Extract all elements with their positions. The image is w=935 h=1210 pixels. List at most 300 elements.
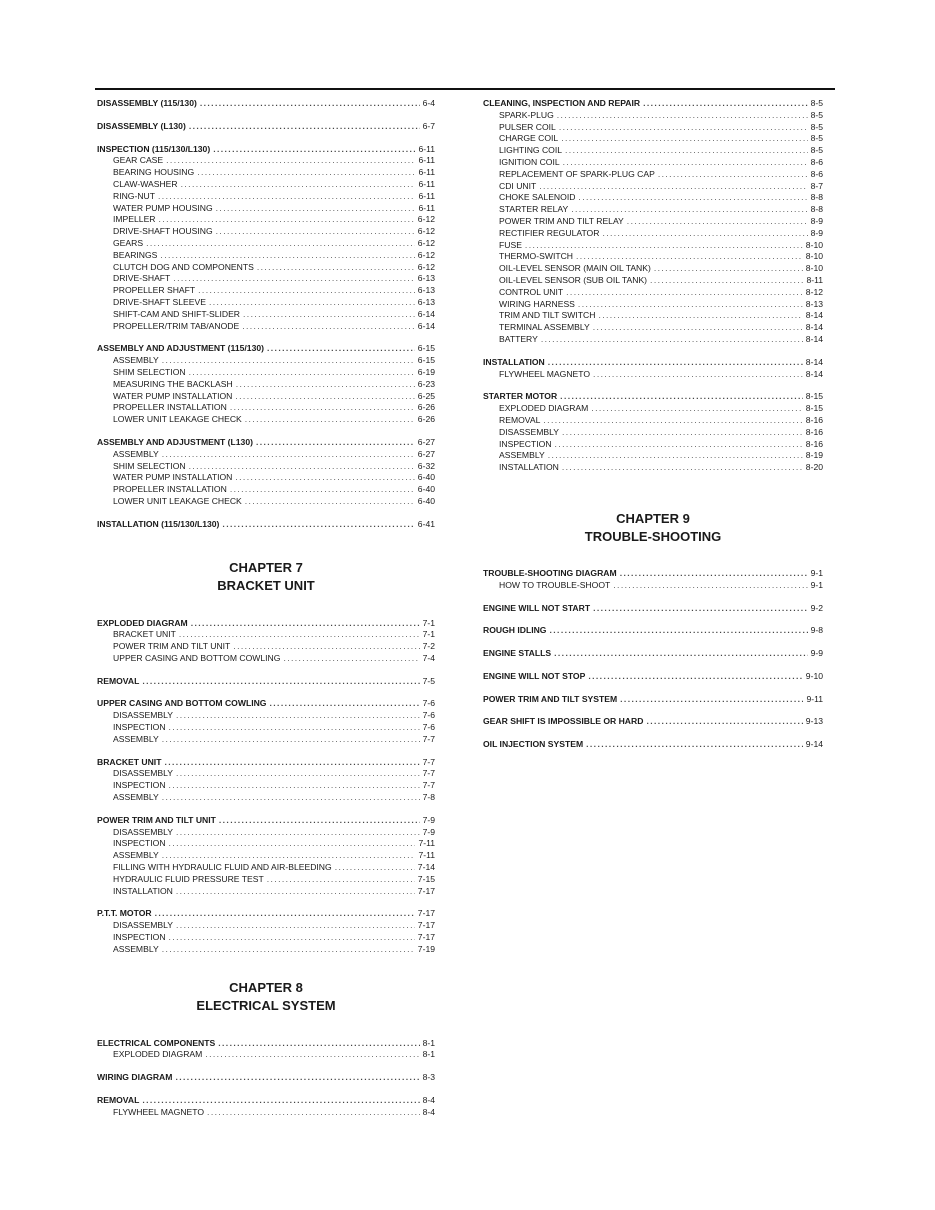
entry-title: DRIVE-SHAFT SLEEVE	[113, 296, 206, 307]
toc-group	[483, 694, 823, 706]
toc-group	[483, 671, 823, 683]
dot-leader	[175, 1072, 419, 1084]
dot-leader	[257, 262, 415, 274]
dot-leader	[560, 391, 803, 403]
page-number: 6-40	[417, 495, 435, 506]
dot-leader	[243, 309, 415, 321]
toc-group	[97, 815, 435, 898]
toc-entry	[483, 739, 823, 751]
toc-group	[97, 1072, 435, 1084]
dot-leader	[189, 461, 415, 473]
entry-title: CONTROL UNIT	[499, 286, 564, 297]
page-number: 8-19	[805, 450, 823, 461]
toc-subentry	[97, 1107, 435, 1119]
toc-subentry	[97, 461, 435, 473]
page-number: 7-2	[422, 641, 435, 652]
toc-section	[97, 1038, 435, 1119]
toc-section	[97, 98, 435, 531]
dot-leader	[578, 299, 803, 311]
toc-subentry	[483, 439, 823, 451]
toc-subentry	[97, 238, 435, 250]
entry-title: WATER PUMP HOUSING	[113, 202, 213, 213]
chapter-7-heading	[97, 559, 435, 595]
entry-title: WATER PUMP INSTALLATION	[113, 472, 233, 483]
dot-leader	[218, 1038, 419, 1050]
toc-subentry	[483, 133, 823, 145]
toc-entry	[97, 1038, 435, 1050]
toc-subentry	[483, 403, 823, 415]
chapter-title: ELECTRICAL SYSTEM	[196, 997, 336, 1013]
page-number: 8-7	[810, 180, 823, 191]
toc-group	[97, 98, 435, 110]
toc-subentry	[97, 850, 435, 862]
entry-title: INSPECTION	[113, 780, 166, 791]
entry-title: DISASSEMBLY (115/130)	[97, 98, 197, 108]
entry-title: ASSEMBLY AND ADJUSTMENT (L130)	[97, 436, 253, 447]
entry-title: LOWER UNIT LEAKAGE CHECK	[113, 414, 242, 425]
entry-title: REMOVAL	[499, 414, 541, 425]
page-number: 6-41	[417, 518, 435, 529]
dot-leader	[230, 402, 415, 414]
entry-title: ROUGH IDLING	[483, 625, 547, 636]
dot-leader	[267, 874, 415, 886]
dot-leader	[235, 472, 414, 484]
entry-title: DRIVE-SHAFT HOUSING	[113, 226, 213, 237]
toc-group	[97, 519, 435, 531]
dot-leader	[219, 815, 420, 827]
entry-title: PULSER COIL	[499, 121, 556, 132]
toc-entry	[97, 519, 435, 531]
page-number: 6-15	[417, 343, 435, 354]
toc-entry	[97, 144, 435, 156]
toc-subentry	[97, 414, 435, 426]
page-number: 7-14	[417, 862, 435, 873]
dot-leader	[205, 1049, 419, 1061]
entry-title: INSTALLATION (115/130/L130)	[97, 518, 220, 529]
entry-title: REMOVAL	[97, 675, 140, 686]
page-number: 8-4	[422, 1106, 435, 1117]
dot-leader	[654, 263, 803, 275]
dot-leader	[565, 145, 808, 157]
toc-entry	[97, 698, 435, 710]
entry-title: CLAW-WASHER	[113, 178, 178, 189]
dot-leader	[245, 496, 415, 508]
page-number: 9-1	[810, 579, 823, 590]
dot-leader	[283, 653, 419, 665]
toc-subentry	[483, 462, 823, 474]
toc-subentry	[97, 155, 435, 167]
dot-leader	[169, 838, 416, 850]
page-number: 8-11	[806, 274, 823, 285]
page-number: 7-19	[417, 943, 435, 954]
dot-leader	[613, 580, 807, 592]
entry-title: CHARGE COIL	[499, 133, 559, 144]
toc-group	[483, 716, 823, 728]
page-number: 6-12	[417, 249, 435, 260]
dot-leader	[146, 238, 415, 250]
toc-entry	[97, 98, 435, 110]
dot-leader	[176, 827, 420, 839]
dot-leader	[176, 710, 420, 722]
page-number: 6-12	[417, 214, 435, 225]
entry-title: GEAR CASE	[113, 155, 164, 166]
page-number: 7-7	[422, 768, 435, 779]
toc-group	[97, 698, 435, 745]
toc-entry	[483, 648, 823, 660]
entry-title: REPLACEMENT OF SPARK-PLUG CAP	[499, 168, 655, 179]
page-number: 6-7	[422, 120, 435, 131]
toc-subentry	[97, 449, 435, 461]
toc-subentry	[483, 240, 823, 252]
entry-title: INSTALLATION	[499, 462, 559, 473]
toc-group	[97, 757, 435, 804]
toc-subentry	[97, 355, 435, 367]
dot-leader	[197, 167, 415, 179]
entry-title: P.T.T. MOTOR	[97, 908, 152, 919]
chapter-title: TROUBLE-SHOOTING	[584, 528, 722, 544]
page-number: 7-17	[417, 908, 435, 919]
dot-leader	[650, 275, 803, 287]
entry-title: INSTALLATION	[113, 885, 173, 896]
page-number: 8-4	[422, 1095, 435, 1106]
toc-subentry	[97, 472, 435, 484]
page-number: 9-10	[805, 670, 823, 681]
entry-title: DRIVE-SHAFT	[113, 273, 171, 284]
toc-subentry	[483, 427, 823, 439]
dot-leader	[593, 603, 807, 615]
page-number: 7-9	[422, 814, 435, 825]
dot-leader	[643, 98, 807, 110]
page-number: 8-8	[810, 204, 823, 215]
toc-entry	[97, 437, 435, 449]
toc-entry	[483, 391, 823, 403]
dot-leader	[620, 568, 808, 580]
dot-leader	[162, 449, 415, 461]
dot-leader	[191, 618, 420, 630]
chapter-9-heading	[483, 510, 823, 546]
dot-leader	[189, 367, 415, 379]
entry-title: HYDRAULIC FLUID PRESSURE TEST	[113, 873, 264, 884]
dot-leader	[557, 110, 808, 122]
dot-leader	[169, 932, 415, 944]
chapter-number: CHAPTER 8	[229, 979, 303, 995]
page-number: 6-11	[418, 190, 435, 201]
dot-leader	[571, 204, 807, 216]
toc-group	[483, 357, 823, 381]
entry-title: WATER PUMP INSTALLATION	[113, 390, 233, 401]
entry-title: STARTER MOTOR	[483, 391, 558, 402]
chapter-8-heading	[97, 979, 435, 1015]
entry-title: DISASSEMBLY	[113, 768, 174, 779]
toc-group	[483, 648, 823, 660]
dot-leader	[235, 391, 414, 403]
page-number: 8-14	[805, 310, 823, 321]
chapter-number: CHAPTER 7	[229, 559, 303, 575]
dot-leader	[270, 698, 420, 710]
dot-leader	[543, 415, 802, 427]
entry-title: INSPECTION	[113, 932, 166, 943]
page-number: 8-1	[422, 1049, 435, 1060]
dot-leader	[602, 228, 807, 240]
page-number: 6-40	[417, 484, 435, 495]
page-number: 6-13	[417, 296, 435, 307]
page-number: 6-25	[417, 390, 435, 401]
toc-subentry	[97, 641, 435, 653]
page-number: 8-3	[422, 1072, 435, 1083]
dot-leader	[233, 641, 419, 653]
toc-subentry	[97, 309, 435, 321]
toc-subentry	[97, 214, 435, 226]
toc-subentry	[483, 122, 823, 134]
entry-title: ASSEMBLY	[113, 943, 159, 954]
toc-subentry	[97, 944, 435, 956]
toc-subentry	[483, 415, 823, 427]
toc-right-column	[483, 98, 823, 762]
dot-leader	[539, 181, 807, 193]
dot-leader	[566, 287, 803, 299]
dot-leader	[162, 792, 420, 804]
entry-title: FUSE	[499, 239, 522, 250]
dot-leader	[627, 216, 808, 228]
entry-title: PROPELLER INSTALLATION	[113, 484, 227, 495]
dot-leader	[548, 357, 803, 369]
entry-title: DISASSEMBLY (L130)	[97, 120, 186, 131]
page-number: 7-6	[422, 698, 435, 709]
page-number: 8-12	[805, 286, 823, 297]
dot-leader	[176, 768, 420, 780]
entry-title: CLUTCH DOG AND COMPONENTS	[113, 261, 254, 272]
toc-entry	[483, 603, 823, 615]
dot-leader	[159, 214, 415, 226]
toc-group	[97, 618, 435, 665]
entry-title: RECTIFIER REGULATOR	[499, 227, 600, 238]
toc-subentry	[97, 768, 435, 780]
toc-subentry	[483, 369, 823, 381]
page-number: 7-1	[422, 629, 435, 640]
toc-group	[483, 391, 823, 474]
dot-leader	[162, 944, 415, 956]
page-number: 6-26	[417, 414, 435, 425]
page-number: 8-14	[805, 356, 823, 367]
dot-leader	[216, 226, 415, 238]
toc-entry	[483, 716, 823, 728]
dot-leader	[267, 343, 415, 355]
page-number: 7-11	[418, 850, 435, 861]
toc-subentry	[483, 204, 823, 216]
entry-title: OIL INJECTION SYSTEM	[483, 739, 584, 750]
toc-subentry	[97, 722, 435, 734]
toc-section	[483, 568, 823, 751]
toc-group	[97, 121, 435, 133]
page-number: 7-17	[417, 920, 435, 931]
toc-subentry	[97, 932, 435, 944]
entry-title: MEASURING THE BACKLASH	[113, 378, 233, 389]
entry-title: WIRING HARNESS	[499, 298, 575, 309]
page-number: 6-26	[417, 402, 435, 413]
page-number: 8-10	[805, 251, 823, 262]
toc-entry	[97, 1072, 435, 1084]
dot-leader	[242, 321, 415, 333]
page-number: 7-9	[422, 826, 435, 837]
entry-title: PROPELLER SHAFT	[113, 285, 196, 296]
page-number: 9-8	[810, 625, 823, 636]
entry-title: RING-NUT	[113, 190, 156, 201]
dot-leader	[593, 322, 803, 334]
toc-subentry	[97, 285, 435, 297]
page-number: 8-20	[805, 462, 823, 473]
page-number: 6-13	[417, 285, 435, 296]
page-number: 8-16	[805, 438, 823, 449]
dot-leader	[230, 484, 415, 496]
page-number: 7-6	[422, 710, 435, 721]
dot-leader	[162, 734, 420, 746]
toc-subentry	[97, 367, 435, 379]
entry-title: POWER TRIM AND TILT SYSTEM	[483, 693, 618, 704]
page-number: 7-11	[418, 838, 435, 849]
toc-group	[483, 739, 823, 751]
entry-title: CDI UNIT	[499, 180, 537, 191]
toc-subentry	[97, 886, 435, 898]
toc-group	[97, 908, 435, 955]
toc-subentry	[97, 838, 435, 850]
toc-subentry	[97, 862, 435, 874]
entry-title: CLEANING, INSPECTION AND REPAIR	[483, 98, 641, 108]
page-number: 8-8	[810, 192, 823, 203]
dot-leader	[550, 625, 808, 637]
page-number: 6-14	[417, 308, 435, 319]
toc-subentry	[483, 228, 823, 240]
dot-leader	[559, 122, 808, 134]
entry-title: SHIM SELECTION	[113, 460, 186, 471]
toc-subentry	[483, 169, 823, 181]
page-number: 6-11	[418, 155, 435, 166]
dot-leader	[563, 157, 808, 169]
dot-leader	[256, 437, 415, 449]
page-number: 8-15	[805, 403, 823, 414]
toc-entry	[483, 568, 823, 580]
entry-title: BEARINGS	[113, 249, 158, 260]
toc-subentry	[97, 179, 435, 191]
toc-subentry	[97, 402, 435, 414]
page-number: 6-15	[417, 355, 435, 366]
entry-title: ENGINE WILL NOT START	[483, 602, 591, 613]
entry-title: INSPECTION	[499, 438, 552, 449]
dot-leader	[335, 862, 415, 874]
dot-leader	[562, 427, 803, 439]
page-number: 6-12	[417, 226, 435, 237]
entry-title: TRIM AND TILT SWITCH	[499, 310, 596, 321]
toc-subentry	[483, 251, 823, 263]
toc-subentry	[97, 792, 435, 804]
dot-leader	[200, 98, 420, 110]
page-number: 7-7	[422, 733, 435, 744]
entry-title: CHOKE SALENOID	[499, 192, 576, 203]
toc-group	[483, 98, 823, 346]
dot-leader	[176, 920, 415, 932]
dot-leader	[166, 155, 415, 167]
toc-entry	[483, 98, 823, 110]
toc-group	[483, 625, 823, 637]
page-number: 8-16	[805, 414, 823, 425]
toc-subentry	[483, 157, 823, 169]
dot-leader	[160, 250, 414, 262]
entry-title: PROPELLER INSTALLATION	[113, 402, 227, 413]
entry-title: BATTERY	[499, 333, 538, 344]
page-number: 6-11	[418, 143, 435, 154]
entry-title: INSPECTION	[113, 722, 166, 733]
page-number: 8-5	[810, 98, 823, 108]
dot-leader	[207, 1107, 420, 1119]
page-number: 8-10	[805, 239, 823, 250]
toc-entry	[97, 343, 435, 355]
dot-leader	[562, 462, 803, 474]
entry-title: ENGINE WILL NOT STOP	[483, 670, 586, 681]
page-number: 6-12	[417, 261, 435, 272]
toc-subentry	[97, 167, 435, 179]
entry-title: DISASSEMBLY	[113, 710, 174, 721]
toc-group	[97, 343, 435, 426]
toc-subentry	[483, 181, 823, 193]
page-number: 9-11	[806, 693, 823, 704]
page-number: 8-9	[810, 227, 823, 238]
toc-entry	[97, 815, 435, 827]
toc-subentry	[97, 203, 435, 215]
toc-subentry	[97, 653, 435, 665]
toc-subentry	[97, 920, 435, 932]
dot-leader	[525, 240, 803, 252]
entry-title: EXPLODED DIAGRAM	[499, 403, 589, 414]
toc-group	[97, 144, 435, 333]
dot-leader	[588, 671, 802, 683]
page-number: 7-15	[417, 873, 435, 884]
toc-subentry	[97, 734, 435, 746]
page-number: 7-17	[417, 932, 435, 943]
toc-subentry	[97, 226, 435, 238]
toc-entry	[97, 1095, 435, 1107]
toc-group	[97, 676, 435, 688]
entry-title: BRACKET UNIT	[97, 756, 162, 767]
entry-title: EXPLODED DIAGRAM	[97, 617, 188, 628]
dot-leader	[591, 403, 802, 415]
toc-group	[483, 603, 823, 615]
toc-left-column	[97, 98, 435, 1130]
entry-title: BRACKET UNIT	[113, 629, 176, 640]
toc-entry	[97, 121, 435, 133]
page-number: 7-6	[422, 722, 435, 733]
page-number: 8-1	[422, 1037, 435, 1048]
dot-leader	[548, 450, 803, 462]
dot-leader	[598, 310, 802, 322]
entry-title: ASSEMBLY	[113, 733, 159, 744]
page-number: 9-2	[810, 602, 823, 613]
entry-title: INSPECTION (115/130/L130)	[97, 143, 211, 154]
toc-subentry	[97, 273, 435, 285]
entry-title: FILLING WITH HYDRAULIC FLUID AND AIR-BLEEDING	[113, 862, 332, 873]
entry-title: ASSEMBLY	[113, 850, 159, 861]
toc-entry	[97, 908, 435, 920]
page-number: 8-5	[810, 121, 823, 132]
dot-leader	[198, 285, 415, 297]
page-number: 6-40	[417, 472, 435, 483]
toc-subentry	[97, 379, 435, 391]
toc-subentry	[483, 216, 823, 228]
entry-title: IGNITION COIL	[499, 156, 560, 167]
toc-subentry	[97, 710, 435, 722]
page-number: 6-23	[417, 378, 435, 389]
toc-subentry	[97, 391, 435, 403]
page-number: 6-11	[418, 178, 435, 189]
toc-subentry	[97, 250, 435, 262]
